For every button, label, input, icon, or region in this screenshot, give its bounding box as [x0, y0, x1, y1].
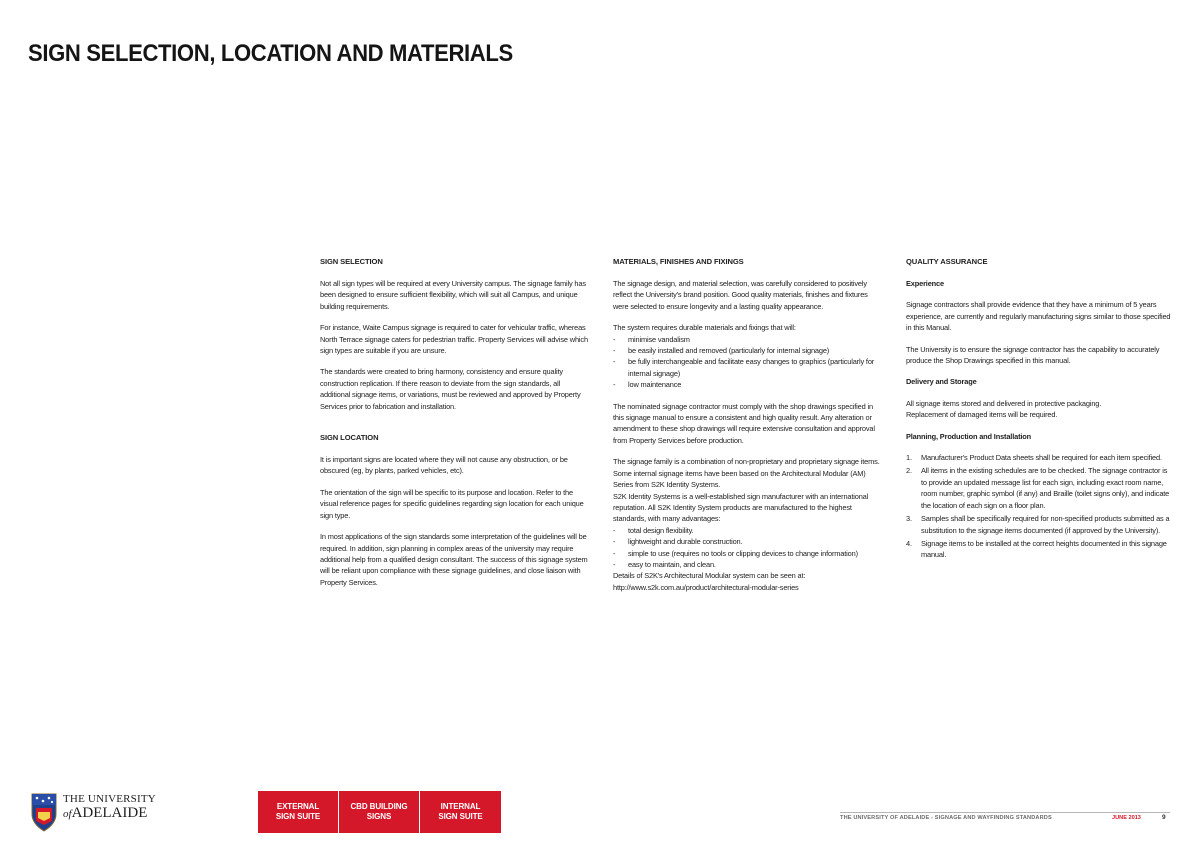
advantages-list	[613, 525, 881, 571]
fixings-list	[613, 334, 881, 391]
paragraph: For instance, Waite Campus signage is required to cater for vehicular traffic, whereas North Terrace signage caters for pedestrian traffic. Property Services will advise which sign types are suitable if you are unsure.	[320, 323, 588, 356]
list-item: 2. All items in the existing schedules are to be checked. The signage contractor is to provide an updated message list for each sign, including exact room name, room number, graphic symbol (if any) and Braille (toilet signs only), and indicate the location of each sign on a floor plan.	[906, 466, 1170, 510]
tab-internal-sign-suite[interactable]: INTERNAL SIGN SUITE	[420, 791, 501, 833]
page-number: 9	[1162, 814, 1166, 821]
footer-divider	[840, 812, 1170, 813]
list-item: - be easily installed and removed (particularly for internal signage)	[613, 345, 881, 356]
list-item: 1. Manufacturer's Product Data sheets shall be required for each item specified.	[906, 453, 1162, 463]
list-item: - minimise vandalism	[613, 334, 881, 345]
list-item: - total design flexibility.	[613, 525, 881, 536]
paragraph: The nominated signage contractor must comply with the shop drawings specified in this signage manual to ensure a consistent and high quality result. Any alteration or amendment to these shop drawings will require extensive consultation and approval from Property Services before production.	[613, 401, 875, 445]
list-item: 3. Samples shall be specifically required for non-specified products submitted as a substitution to the signage items documented (if approved by the University).	[906, 514, 1170, 535]
list-item: - low maintenance	[613, 379, 881, 390]
paragraph: The signage design, and material selection, was carefully considered to positively reflect the University's brand position. Good quality materials, finishes and fixtures were selected to ensure longevity and a lasting quality appearance.	[613, 279, 868, 311]
column-sign-selection	[320, 256, 588, 598]
heading-sign-selection: SIGN SELECTION	[320, 257, 383, 266]
heading-quality-assurance: QUALITY ASSURANCE	[906, 257, 988, 266]
university-logo	[30, 792, 160, 832]
logo-text-top: THE UNIVERSITY	[63, 793, 156, 805]
column-materials	[613, 256, 881, 593]
column-quality-assurance	[906, 256, 1174, 571]
list-item: - simple to use (requires no tools or clipping devices to change information)	[613, 548, 881, 559]
paragraph: The University is to ensure the signage contractor has the capability to accurately produce the Shop Drawings specified in this manual.	[906, 344, 1160, 366]
crest-icon	[30, 792, 58, 832]
tab-cbd-building-signs[interactable]: CBD BUILDING SIGNS	[339, 791, 419, 833]
paragraph: In most applications of the sign standards some interpretation of the guidelines will be required. In addition, sign planning in complex areas of the university may require additional help from a qualified design consultant. The success of this signage system will be reliant upon compliance with these signage guidelines, and close liaison with Property Services.	[320, 532, 588, 587]
paragraph: Details of S2K's Architectural Modular system can be seen at:	[613, 571, 806, 581]
s2k-link[interactable]: http://www.s2k.com.au/product/architectural-modular-series	[613, 582, 799, 592]
subheading-experience: Experience	[906, 279, 944, 288]
logo-text-main: ofADELAIDE	[63, 805, 148, 821]
footer-doc-title: THE UNIVERSITY OF ADELAIDE - SIGNAGE AND WAYFINDING STANDARDS	[840, 815, 1052, 821]
paragraph: It is important signs are located where they will not cause any obstruction, or be obscured (eg, by plants, parked vehicles, etc).	[320, 455, 568, 476]
paragraph: The standards were created to bring harmony, consistency and ensure quality construction replication. If there reason to deviate from the sign standards, all additional signage items, or variations, must be reviewed and approved by Property Services prior to fabrication and installation.	[320, 367, 581, 411]
paragraph: Replacement of damaged items will be required.	[906, 410, 1058, 420]
list-item: - be fully interchangeable and facilitate easy changes to graphics (particularly for internal signage)	[613, 356, 881, 379]
subheading-delivery: Delivery and Storage	[906, 377, 977, 387]
subheading-planning: Planning, Production and Installation	[906, 431, 1032, 441]
paragraph: The orientation of the sign will be specific to its purpose and location. Refer to the visual reference pages for specific guidelines regarding sign location for each unique sign type.	[320, 487, 584, 520]
paragraph: The signage family is a combination of non-proprietary and proprietary signage items. Some internal signage items have been based on the Architectural Modular (AM) Series from S2K Identity Systems.	[613, 457, 880, 490]
footer-date: JUNE 2013	[1112, 815, 1141, 821]
paragraph: S2K Identity Systems is a well-established sign manufacturer with an international reputation. All S2K Identity System products are manufactured to the highest standards, with many advantages:	[613, 491, 869, 524]
tab-external-sign-suite[interactable]: EXTERNAL SIGN SUITE	[258, 791, 338, 833]
paragraph: Not all sign types will be required at every University campus. The signage family has been designed to ensure sufficient flexibility, which will suit all Campus, and unique building requirements.	[320, 279, 586, 311]
paragraph: The system requires durable materials and fixings that will:	[613, 323, 796, 333]
planning-list	[906, 452, 1174, 561]
paragraph: All signage items stored and delivered in protective packaging.	[906, 398, 1102, 408]
list-item: - easy to maintain, and clean.	[613, 559, 881, 570]
page-title: SIGN SELECTION, LOCATION AND MATERIALS	[28, 40, 513, 67]
paragraph: Signage contractors shall provide evidence that they have a minimum of 5 years experience, are currently and regularly manufacturing signs similar to those specified in this Manual.	[906, 300, 1171, 333]
list-item: 4. Signage items to be installed at the correct heights documented in this signage manual.	[906, 538, 1167, 560]
list-item: - lightweight and durable construction.	[613, 536, 881, 547]
heading-materials: MATERIALS, FINISHES AND FIXINGS	[613, 257, 744, 266]
heading-sign-location: SIGN LOCATION	[320, 433, 379, 443]
